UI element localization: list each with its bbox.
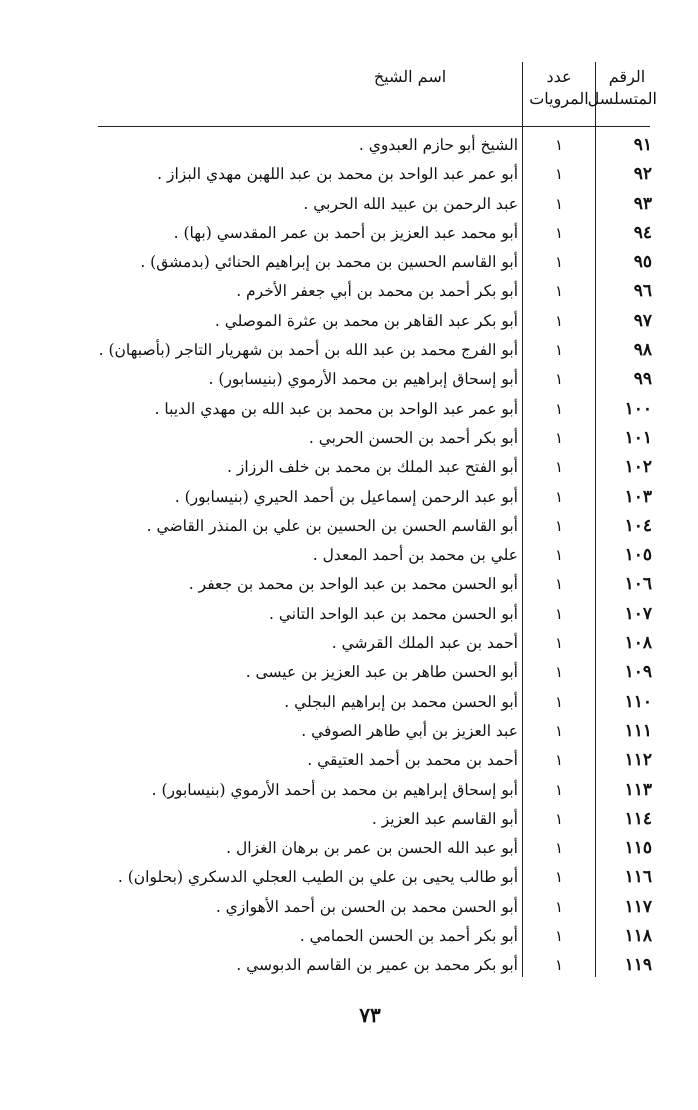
table-row (0, 629, 698, 658)
table-row (0, 277, 698, 306)
table-row (0, 893, 698, 922)
table-row (0, 424, 698, 453)
narration-count: ١ (554, 897, 564, 916)
serial-number: ٩٧ (633, 310, 652, 331)
sheikh-name: أبو القاسم عبد العزيز . (371, 809, 518, 828)
sheikh-name: أبو بكر عبد القاهر بن محمد بن عثرة الموصلي . (214, 311, 518, 330)
narration-count: ١ (554, 516, 564, 535)
narration-count: ١ (554, 721, 564, 740)
sheikh-name: أبو طالب يحيى بن علي بن الطيب العجلي الدسكري (بحلوان) . (117, 868, 518, 887)
table-row (0, 365, 698, 394)
narration-count: ١ (554, 663, 564, 682)
serial-number: ٩٩ (633, 369, 652, 390)
serial-number: ١١٧ (624, 896, 652, 917)
table-row (0, 395, 698, 424)
serial-number: ١٠٣ (624, 486, 652, 507)
serial-number: ١١٨ (624, 926, 652, 947)
table-row (0, 658, 698, 687)
sheikh-name: أبو الحسن محمد بن عبد الواحد بن محمد بن جعفر . (188, 575, 518, 594)
serial-number: ٩٤ (633, 222, 652, 243)
serial-number: ١١٠ (624, 691, 652, 712)
narration-count: ١ (554, 634, 564, 653)
narration-count: ١ (554, 370, 564, 389)
serial-number: ٩٣ (633, 193, 652, 214)
serial-number: ١١١ (624, 720, 652, 741)
serial-number: ١٠٩ (624, 662, 652, 683)
narration-count: ١ (554, 282, 564, 301)
narration-count: ١ (554, 311, 564, 330)
sheikh-name: أبو بكر أحمد بن محمد بن أبي جعفر الأخرم . (236, 282, 518, 301)
table-row (0, 776, 698, 805)
serial-number: ١١٣ (624, 779, 652, 800)
table-row (0, 512, 698, 541)
table-body (0, 131, 698, 981)
sheikh-name: أبو بكر محمد بن عمير بن القاسم الدبوسي . (236, 956, 518, 975)
sheikh-name: أبو محمد عبد العزيز بن أحمد بن عمر المقدسي (بها) . (173, 223, 518, 242)
table-row (0, 131, 698, 160)
narration-count: ١ (554, 956, 564, 975)
narration-count: ١ (554, 399, 564, 418)
table-row (0, 570, 698, 599)
serial-number: ١١٦ (624, 867, 652, 888)
table-row (0, 600, 698, 629)
sheikh-name: أبو الحسن محمد بن إبراهيم البجلي . (284, 692, 518, 711)
sheikh-name: أبو القاسم الحسين بن محمد بن إبراهيم الحنائي (بدمشق) . (140, 253, 518, 272)
narration-count: ١ (554, 223, 564, 242)
sheikh-name: أحمد بن عبد الملك القرشي . (331, 634, 518, 653)
table-row (0, 746, 698, 775)
serial-number: ١٠٦ (624, 574, 652, 595)
serial-number: ١١٥ (624, 838, 652, 859)
narration-count: ١ (554, 927, 564, 946)
table-row (0, 922, 698, 951)
sheikh-name: أبو الفتح عبد الملك بن محمد بن خلف الرزاز . (227, 458, 518, 477)
serial-number: ١٠٨ (624, 633, 652, 654)
sheikh-name: علي بن محمد بن أحمد المعدل . (312, 546, 518, 565)
narration-count: ١ (554, 194, 564, 213)
sheikh-name: أبو عمر عبد الواحد بن محمد بن عبد اللهبن مهدي البزاز . (157, 165, 518, 184)
narration-count: ١ (554, 692, 564, 711)
narration-count: ١ (554, 487, 564, 506)
serial-number: ١٠٠ (624, 398, 652, 419)
table-row (0, 483, 698, 512)
sheikh-name: عبد العزيز بن أبي طاهر الصوفي . (301, 721, 518, 740)
sheikh-name: أبو عمر عبد الواحد بن محمد بن عبد الله بن مهدي الديبا . (154, 399, 518, 418)
serial-number: ١١٤ (624, 808, 652, 829)
table-row (0, 717, 698, 746)
serial-number: ١٠٢ (624, 457, 652, 478)
table-row (0, 805, 698, 834)
sheikh-name: أبو الحسن محمد بن عبد الواحد التاني . (268, 604, 518, 623)
serial-number: ١٠١ (624, 427, 652, 448)
serial-number: ٩١ (633, 135, 652, 155)
sheikh-name: أبو بكر أحمد بن الحسن الحربي . (308, 428, 518, 447)
sheikh-name: أبو عبد الله الحسن بن عمر بن برهان الغزال . (226, 839, 518, 858)
header-serial: الرقم المتسلسل (587, 67, 657, 108)
sheikh-name: أبو عبد الرحمن إسماعيل بن أحمد الحيري (بنيسابور) . (174, 487, 518, 506)
table-row (0, 453, 698, 482)
sheikh-name: أبو الحسن طاهر بن عبد العزيز بن عيسى . (245, 663, 518, 682)
sheikh-name: عبد الرحمن بن عبيد الله الحربي . (303, 194, 518, 213)
serial-number: ١٠٥ (624, 545, 652, 566)
narration-count: ١ (554, 253, 564, 272)
sheikh-name: أحمد بن محمد بن أحمد العتيقي . (307, 751, 518, 770)
table-row (0, 951, 698, 980)
table-row (0, 160, 698, 189)
narration-count: ١ (554, 604, 564, 623)
narration-count: ١ (554, 868, 564, 887)
narration-count: ١ (554, 546, 564, 565)
serial-number: ١١٢ (624, 750, 652, 771)
table-row (0, 248, 698, 277)
sheikh-name: أبو إسحاق إبراهيم بن محمد الأرموي (بنيسابور) . (208, 370, 518, 389)
table-row (0, 834, 698, 863)
header-underline (98, 126, 650, 127)
header-count: عدد المرويات (529, 67, 589, 108)
serial-number: ١٠٤ (624, 515, 652, 536)
sheikh-name: أبو القاسم الحسن بن الحسين بن علي بن المنذر القاضي . (146, 516, 518, 535)
page-number: ٧٣ (359, 1003, 381, 1027)
serial-number: ١٠٧ (624, 603, 652, 624)
narration-count: ١ (554, 780, 564, 799)
table-row (0, 863, 698, 892)
sheikh-name: الشيخ أبو حازم العبدوي . (358, 136, 518, 154)
sheikh-name: أبو إسحاق إبراهيم بن محمد بن أحمد الأرموي (بنيسابور) . (151, 780, 518, 799)
narration-count: ١ (554, 428, 564, 447)
serial-number: ٩٨ (633, 340, 652, 361)
serial-number: ٩٢ (633, 164, 652, 185)
sheikh-name: أبو الحسن محمد بن الحسن بن أحمد الأهوازي . (215, 897, 518, 916)
narration-count: ١ (554, 839, 564, 858)
sheikh-name: أبو الفرج محمد بن عبد الله بن أحمد بن شهريار التاجر (بأصبهان) . (98, 341, 518, 360)
narration-count: ١ (554, 809, 564, 828)
sheikh-name: أبو بكر أحمد بن الحسن الحمامي . (299, 927, 518, 946)
table-row (0, 688, 698, 717)
narration-count: ١ (554, 575, 564, 594)
table-row (0, 307, 698, 336)
narration-count: ١ (554, 165, 564, 184)
table-row (0, 336, 698, 365)
narration-count: ١ (554, 458, 564, 477)
narration-count: ١ (554, 136, 564, 154)
header-name: اسم الشيخ (373, 67, 447, 86)
narration-count: ١ (554, 751, 564, 770)
serial-number: ١١٩ (624, 955, 652, 976)
narration-count: ١ (554, 341, 564, 360)
table-row (0, 190, 698, 219)
serial-number: ٩٦ (633, 281, 652, 302)
table-row (0, 219, 698, 248)
serial-number: ٩٥ (633, 252, 652, 273)
table-row (0, 541, 698, 570)
